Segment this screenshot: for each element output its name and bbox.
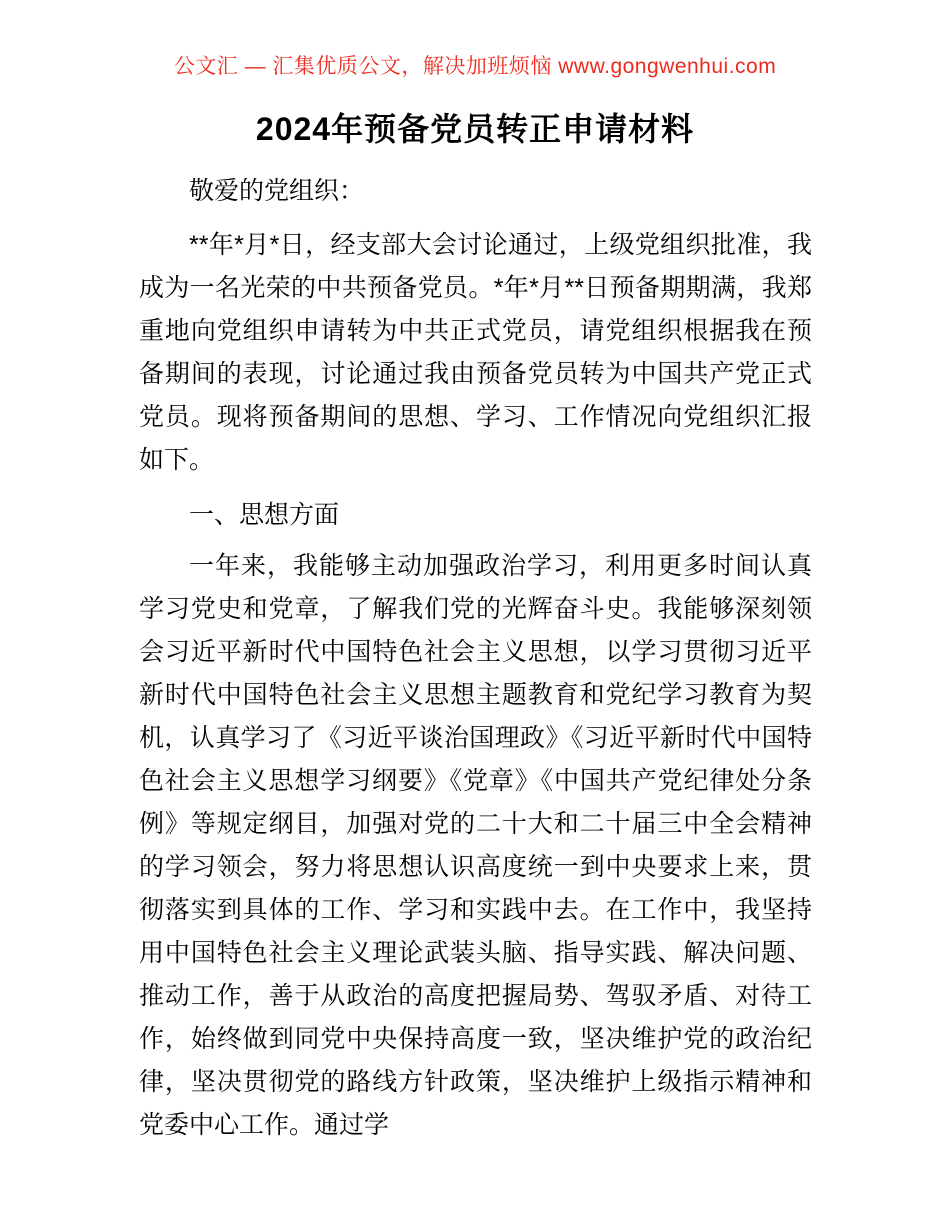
watermark-header: 公文汇 — 汇集优质公文，解决加班烦恼 www.gongwenhui.com [173, 55, 777, 78]
section-heading-thought: 一、思想方面 [189, 501, 340, 529]
document-title: 2024年预备党员转正申请材料 [255, 111, 695, 147]
section-paragraph-thought: 一年来，我能够主动加强政治学习，利用更多时间认真学习党史和党章，了解我们党的光辉奋斗史。我能够深刻领会习近平新时代中国特色社会主义思想，以学习贯彻习近平新时代中国特色社会主义思想主题教育和党纪学习教育为契机，认真学习了《习近平谈治国理政》《习近平新时代中国特色社会主义思想学习纲要》《党章》《中国共产党纪律处分条例》等规定纲目，加强对党的二十大和二十届三中全会精神的学习领会，努力将思想认识高度统一到中央要求上来，贯彻落实到具体的工作、学习和实践中去。在工作中，我坚持用中国特色社会主义理论武装头脑、指导实践、解决问题、推动工作，善于从政治的高度把握局势、驾驭矛盾、对待工作，始终做到同党中央保持高度一致，坚决维护党的政治纪律，坚决贯彻党的路线方针政策，坚决维护上级指示精神和党委中心工作。通过学 [139, 552, 812, 1139]
intro-paragraph: **年*月*日，经支部大会讨论通过，上级党组织批准，我成为一名光荣的中共预备党员。*年*月**日预备期期满，我郑重地向党组织申请转为中共正式党员，请党组织根据我在预备期间的表现，讨论通过我由预备党员转为中国共产党正式党员。现将预备期间的思想、学习、工作情况向党组织汇报如下。 [139, 231, 812, 474]
salutation: 敬爱的党组织： [189, 177, 365, 205]
document-body [139, 170, 812, 1147]
